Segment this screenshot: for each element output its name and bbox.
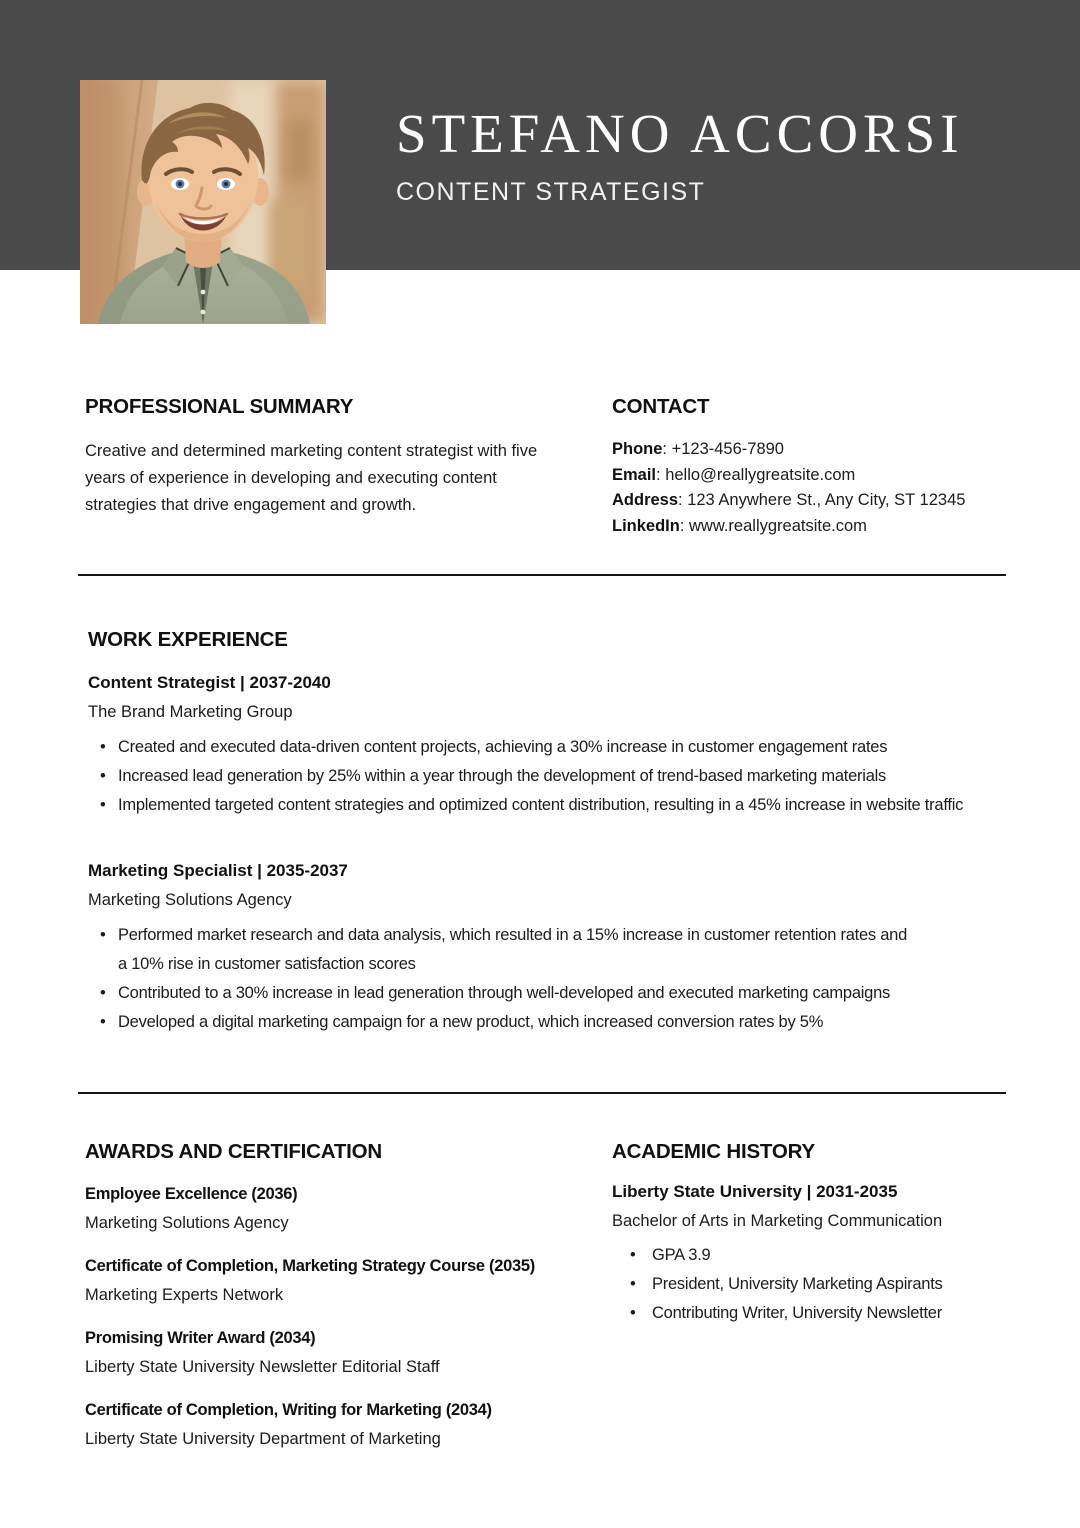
section-academic-history bbox=[612, 1140, 1042, 1328]
job-bullet: • Created and executed data-driven content projects, achieving a 30% increase in customer engagement rates bbox=[88, 733, 1008, 762]
job-company: The Brand Marketing Group bbox=[88, 703, 293, 721]
job-marketing-specialist bbox=[88, 860, 1008, 1037]
award-org: Liberty State University Department of Marketing bbox=[85, 1430, 441, 1448]
section-contact bbox=[612, 395, 1032, 539]
academic-heading: ACADEMIC HISTORY bbox=[612, 1140, 815, 1163]
job-bullet: • Contributed to a 30% increase in lead generation through well-developed and executed marketing campaigns bbox=[88, 979, 918, 1008]
award-org: Marketing Experts Network bbox=[85, 1286, 284, 1304]
award-item bbox=[85, 1182, 590, 1235]
contact-linkedin: LinkedIn: www.reallygreatsite.com bbox=[612, 516, 867, 535]
section-awards bbox=[85, 1140, 590, 1470]
job-bullet: • Increased lead generation by 25% within a year through the development of trend-based marketing materials bbox=[88, 762, 1008, 791]
name-block bbox=[396, 104, 964, 206]
work-heading: WORK EXPERIENCE bbox=[88, 628, 288, 651]
contact-phone: Phone: +123-456-7890 bbox=[612, 440, 784, 458]
job-bullet: • Implemented targeted content strategies and optimized content distribution, resulting in a 45% increase in website traffic bbox=[88, 791, 1008, 820]
section-professional-summary bbox=[85, 395, 555, 519]
person-job-title: CONTENT STRATEGIST bbox=[396, 178, 706, 206]
academic-body bbox=[612, 1180, 1042, 1328]
job-company: Marketing Solutions Agency bbox=[88, 891, 292, 909]
award-title: Employee Excellence (2036) bbox=[85, 1185, 298, 1203]
contact-phone-label: Phone bbox=[612, 440, 663, 458]
award-title: Promising Writer Award (2034) bbox=[85, 1329, 316, 1347]
academic-bullet: • President, University Marketing Aspirants bbox=[612, 1270, 1042, 1299]
contact-linkedin-value: www.reallygreatsite.com bbox=[689, 516, 867, 535]
award-item bbox=[85, 1326, 590, 1379]
job-bullet: • Developed a digital marketing campaign for a new product, which increased conversion rates by 5% bbox=[88, 1008, 918, 1037]
portrait-illustration bbox=[80, 80, 326, 324]
awards-heading: AWARDS AND CERTIFICATION bbox=[85, 1140, 382, 1163]
contact-email: Email: hello@reallygreatsite.com bbox=[612, 465, 856, 484]
awards-list bbox=[85, 1182, 590, 1451]
academic-bullet: • Contributing Writer, University Newsletter bbox=[612, 1299, 1042, 1328]
academic-bullet-list bbox=[612, 1241, 1042, 1328]
academic-school: Liberty State University | 2031-2035 bbox=[612, 1182, 898, 1201]
job-bullet-list bbox=[88, 921, 918, 1037]
summary-body: Creative and determined marketing content strategist with five years of experience in developing and executing content strategies that drive engagement and growth. bbox=[85, 442, 538, 514]
divider-bottom bbox=[78, 1092, 1006, 1094]
job-title: Marketing Specialist | 2035-2037 bbox=[88, 861, 348, 880]
job-bullet-list bbox=[88, 733, 1008, 820]
award-title: Certificate of Completion, Marketing Strategy Course (2035) bbox=[85, 1257, 535, 1275]
job-title: Content Strategist | 2037-2040 bbox=[88, 673, 331, 692]
contact-address-label: Address bbox=[612, 491, 679, 509]
portrait-photo bbox=[80, 80, 326, 324]
award-org: Liberty State University Newsletter Editorial Staff bbox=[85, 1358, 440, 1376]
contact-address-value: 123 Anywhere St., Any City, ST 12345 bbox=[687, 491, 966, 509]
contact-address: Address: 123 Anywhere St., Any City, ST 12345 bbox=[612, 491, 966, 509]
academic-degree: Bachelor of Arts in Marketing Communication bbox=[612, 1212, 943, 1230]
award-title: Certificate of Completion, Writing for Marketing (2034) bbox=[85, 1401, 492, 1419]
job-content-strategist bbox=[88, 672, 1008, 820]
person-name: STEFANO ACCORSI bbox=[396, 103, 964, 164]
job-bullet: • Performed market research and data analysis, which resulted in a 15% increase in customer retention rates and a 10% rise in customer satisfaction scores bbox=[88, 921, 918, 979]
contact-email-value: hello@reallygreatsite.com bbox=[665, 465, 856, 484]
contact-heading: CONTACT bbox=[612, 395, 710, 418]
contact-lines bbox=[612, 437, 1032, 539]
divider-top bbox=[78, 574, 1006, 576]
contact-phone-value: +123-456-7890 bbox=[671, 440, 784, 458]
award-org: Marketing Solutions Agency bbox=[85, 1214, 289, 1232]
summary-heading: PROFESSIONAL SUMMARY bbox=[85, 395, 354, 418]
academic-bullet: • GPA 3.9 bbox=[612, 1241, 1042, 1270]
section-work-experience bbox=[88, 628, 1008, 1037]
award-item bbox=[85, 1254, 590, 1307]
contact-linkedin-label: LinkedIn bbox=[612, 516, 680, 535]
award-item bbox=[85, 1398, 590, 1451]
contact-email-label: Email bbox=[612, 465, 657, 484]
